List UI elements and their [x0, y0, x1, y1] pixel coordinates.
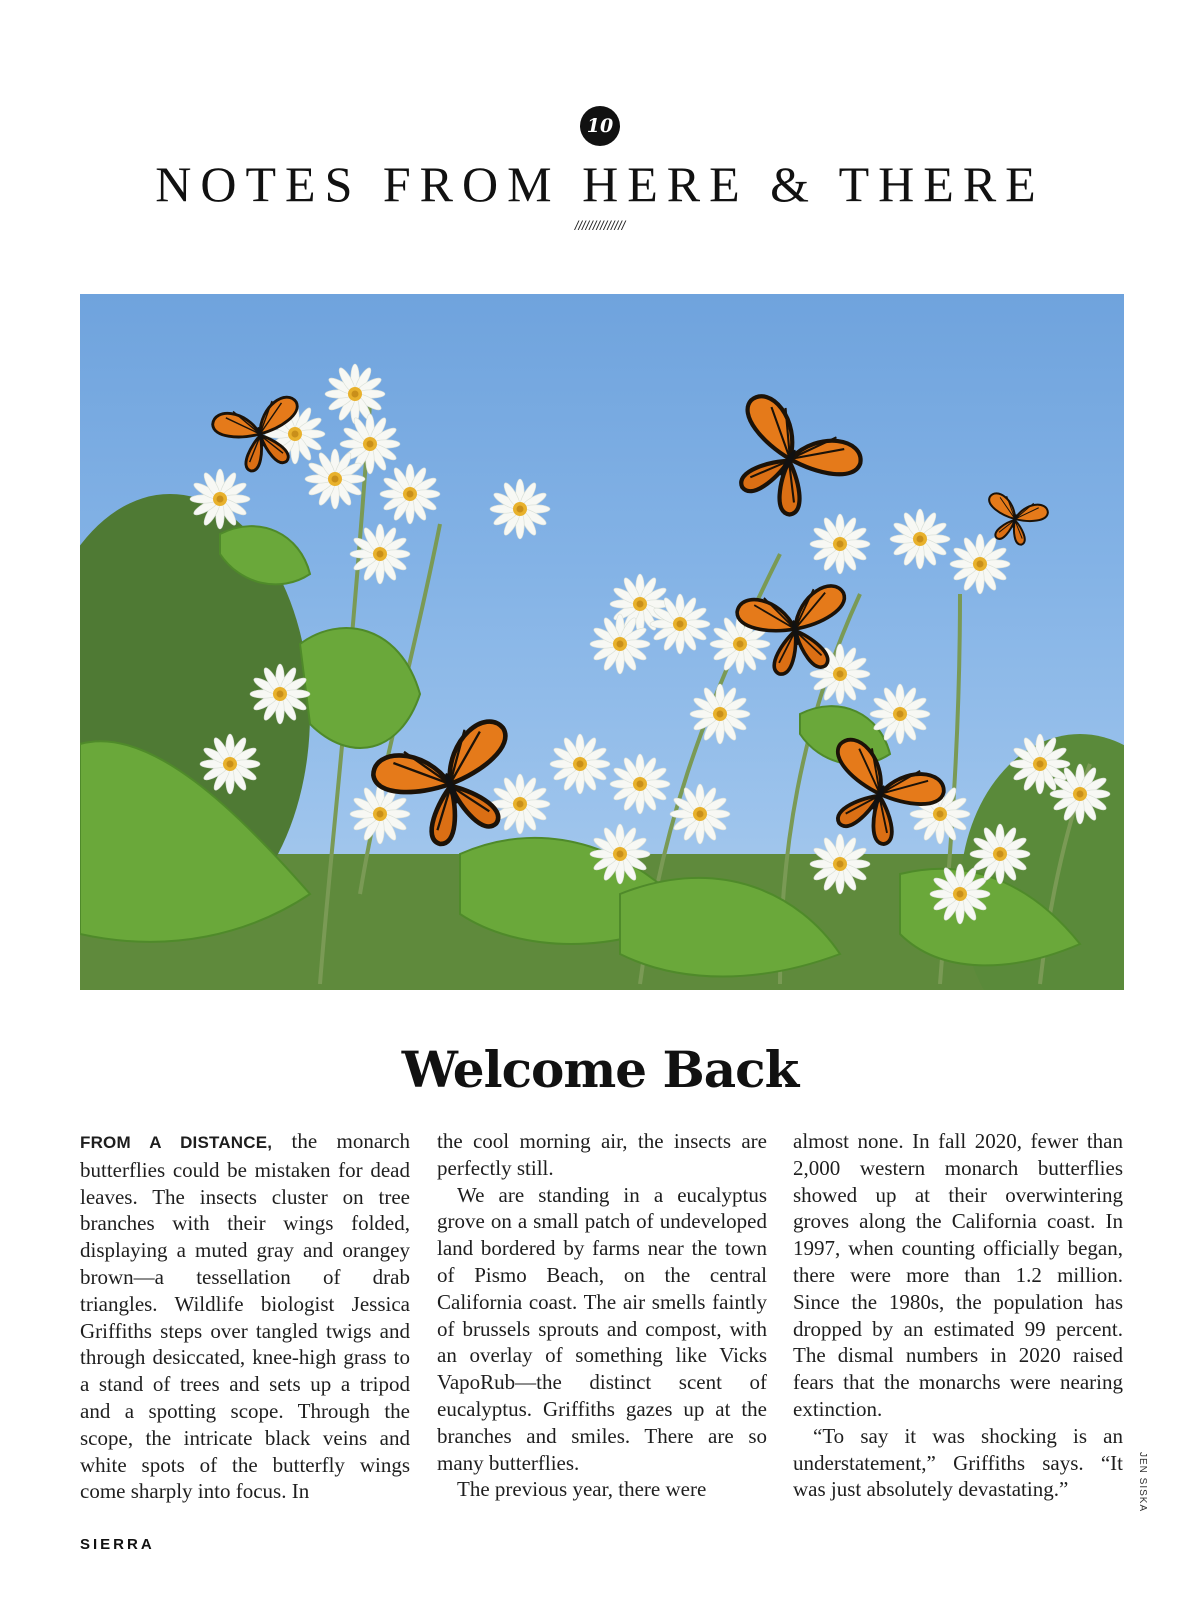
article-column-1	[80, 1128, 410, 1505]
article-headline: Welcome Back	[401, 1040, 799, 1099]
paragraph: “To say it was shocking is an understatement,” Griffiths says. “It was just absolutely devastating.”	[793, 1423, 1123, 1502]
lead-in: FROM A DISTANCE,	[80, 1133, 273, 1152]
hero-photo	[80, 294, 1124, 990]
paragraph: The previous year, there were	[457, 1477, 707, 1502]
article-column-3	[793, 1128, 1123, 1503]
magazine-name: SIERRA	[80, 1536, 155, 1553]
paragraph: almost none. In fall 2020, fewer than 2,000 western monarch butterflies showed up at their overwintering groves along the California coast. In 1997, when counting officially began, there were more than 1.2 million. Since the 1980s, the population has dropped by an estimated 99 percent. The dismal numbers in 2020 raised fears that the monarchs were nearing extinction.	[793, 1129, 1123, 1421]
section-number: 10	[586, 115, 614, 137]
paragraph: We are standing in a eucalyptus grove on a small patch of undeveloped land bordered by farms near the town of Pismo Beach, on the central California coast. The air smells faintly of brussels sprouts and compost, with an overlay of something like Vicks VapoRub—the distinct scent of eucalyptus. Griffiths gazes up at the branches and smiles. There are so many butterflies.	[437, 1182, 767, 1475]
article-column-2	[437, 1128, 767, 1503]
paragraph: the cool morning air, the insects are perfectly still.	[437, 1129, 767, 1180]
section-number-badge	[580, 106, 620, 146]
title-ornament: //////////////	[574, 218, 626, 233]
paragraph	[80, 1128, 410, 1505]
paragraph-text: the monarch butterflies could be mistaken for dead leaves. The insects cluster on tree branches with their wings folded, displaying a muted gray and orangey brown—a tessellation of drab triangles. Wildlife biologist Jessica Griffiths steps over tangled twigs and through desiccated, knee-high grass to a stand of trees and sets up a tripod and a spotting scope. Through the scope, the intricate black veins and white spots of the butterfly wings come sharply into focus. In	[80, 1129, 410, 1504]
section-title: NOTES FROM HERE & THERE	[155, 156, 1045, 212]
photo-credit: JEN SISKA	[1137, 1452, 1148, 1513]
